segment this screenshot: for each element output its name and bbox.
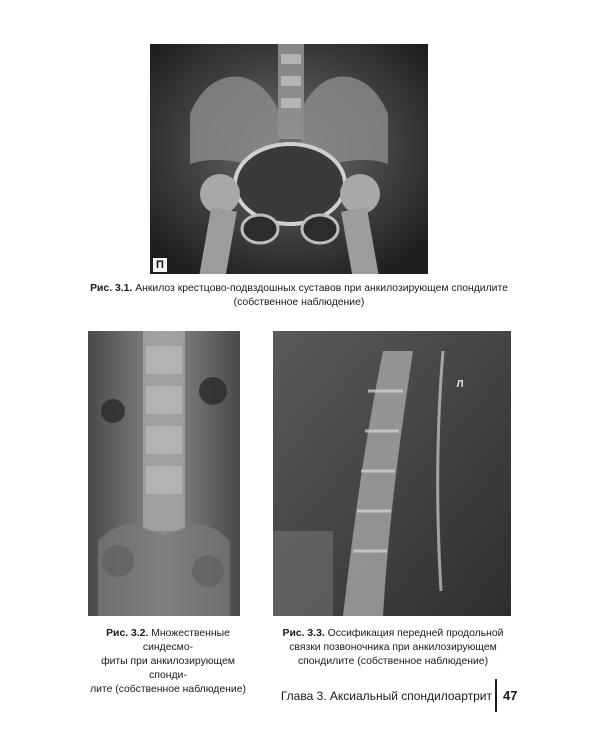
page-number: 47 bbox=[503, 688, 518, 703]
figure-3-3-xray-image bbox=[273, 331, 511, 616]
chapter-title: Глава 3. Аксиальный спондилоартрит bbox=[280, 689, 492, 703]
figure-3-2-caption-line2: фиты при анкилозирующем спонди- bbox=[101, 656, 235, 681]
figure-3-1-caption-line2: (собственное наблюдение) bbox=[233, 297, 365, 308]
figure-3-1-side-marker: П bbox=[153, 258, 167, 272]
figure-3-1-xray-image bbox=[150, 44, 428, 274]
figure-3-2-caption-label: Рис. 3.2. bbox=[106, 628, 149, 639]
lumbar-spine-xray-drawing bbox=[88, 331, 240, 616]
figure-3-3-caption-line1: Оссификация передней продольной bbox=[327, 628, 504, 639]
figure-3-1-caption bbox=[64, 282, 534, 310]
pelvis-xray-drawing bbox=[150, 44, 428, 274]
figure-3-3-side-marker: Л bbox=[456, 379, 464, 390]
figure-3-2-caption-line3: лите (собственное наблюдение) bbox=[90, 684, 246, 695]
figure-3-1-caption-line1: Анкилоз крестцово-подвздошных суставов при анкилозирующем спондилите bbox=[135, 283, 508, 294]
figure-3-3-caption bbox=[275, 627, 511, 669]
figure-3-3-caption-line2: связки позвоночника при анкилозирующем bbox=[289, 642, 497, 653]
figure-3-2-caption-line1: Множественные синдесмо- bbox=[142, 628, 230, 653]
figure-3-1-caption-label: Рис. 3.1. bbox=[90, 283, 133, 294]
footer-divider bbox=[495, 679, 497, 712]
figure-3-2-caption bbox=[88, 627, 248, 697]
lateral-spine-xray-drawing bbox=[273, 331, 511, 616]
figure-3-3-caption-line3: спондилите (собственное наблюдение) bbox=[297, 656, 489, 667]
figure-3-3-caption-label: Рис. 3.3. bbox=[282, 628, 325, 639]
figure-3-2-xray-image bbox=[88, 331, 240, 616]
